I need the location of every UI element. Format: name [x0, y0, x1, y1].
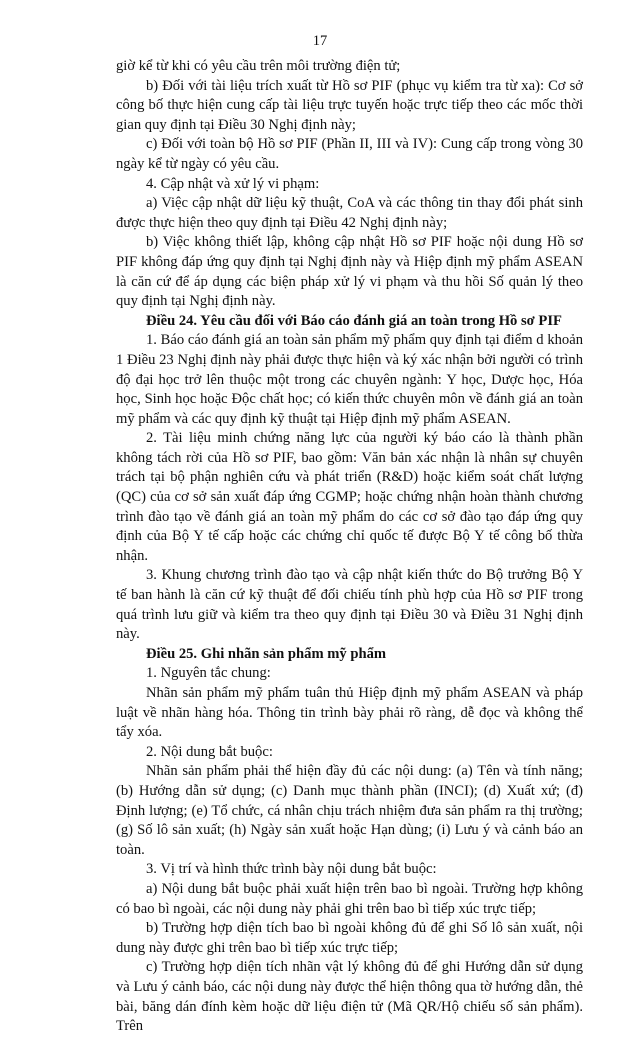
paragraph-continuation: giờ kể từ khi có yêu cầu trên môi trường điện tử; [116, 58, 401, 74]
paragraph: 2. Tài liệu minh chứng năng lực của người ký báo cáo là thành phần không tách rời của Hồ sơ PIF, bao gồm: Văn bản xác nhận là nhân sự chuyên trách tại bộ phận nghiên cứu và phát triển (R&D) hoặc kiểm soát chất lượng (QC) của cơ sở sản xuất đáp ứng CGMP; hoặc chứng nhận hoàn thành chương trình đào tạo về đánh giá an toàn mỹ phẩm do các cơ sở đào tạo đáp ứng quy định của Bộ Y tế cấp hoặc các chứng chỉ quốc tế được Bộ Y tế công bố thừa nhận. [116, 430, 583, 564]
paragraph: b) Đối với tài liệu trích xuất từ Hồ sơ PIF (phục vụ kiểm tra từ xa): Cơ sở công bố thực hiện cung cấp tài liệu trực tuyến hoặc trực tiếp theo các mốc thời gian quy định tại Điều 30 Nghị định này; [116, 77, 583, 133]
paragraph: a) Nội dung bắt buộc phải xuất hiện trên bao bì ngoài. Trường hợp không có bao bì ngoài, các nội dung này phải ghi trên bao bì tiếp xúc trực tiếp; [116, 880, 583, 917]
paragraph: 1. Báo cáo đánh giá an toàn sản phẩm mỹ phẩm quy định tại điểm d khoản 1 Điều 23 Nghị định này phải được thực hiện và ký xác nhận bởi người có trình độ đại học trở lên thuộc một trong các chuyên ngành: Y học, Dược học, Hóa học, Sinh học hoặc Độc chất học; có kiến thức chuyên môn về đánh giá an toàn mỹ phẩm và các quy định kỹ thuật tại Hiệp định mỹ phẩm ASEAN. [116, 332, 583, 427]
paragraph: a) Việc cập nhật dữ liệu kỹ thuật, CoA và các thông tin thay đổi phát sinh được thực hiện theo quy định tại Điều 42 Nghị định này; [116, 195, 583, 231]
paragraph: c) Đối với toàn bộ Hồ sơ PIF (Phần II, III và IV): Cung cấp trong vòng 30 ngày kể từ ngày có yêu cầu. [116, 136, 583, 172]
paragraph: b) Trường hợp diện tích bao bì ngoài không đủ để ghi Số lô sản xuất, nội dung này được ghi trên bao bì tiếp xúc trực tiếp; [116, 920, 583, 956]
paragraph: 3. Vị trí và hình thức trình bày nội dung bắt buộc: [146, 861, 437, 878]
paragraph: 2. Nội dung bắt buộc: [146, 743, 273, 760]
article-heading: Điều 25. Ghi nhãn sản phẩm mỹ phẩm [146, 645, 387, 662]
paragraph: Nhãn sản phẩm phải thể hiện đầy đủ các nội dung: (a) Tên và tính năng; (b) Hướng dẫn sử dụng; (c) Danh mục thành phần (INCI); (d) Xuất xứ; (đ) Định lượng; (e) Tổ chức, cá nhân chịu trách nhiệm đưa sản phẩm ra thị trường; (g) Số lô sản xuất; (h) Ngày sản xuất hoặc Hạn dùng; (i) Lưu ý và cảnh báo an toàn. [116, 763, 583, 858]
paragraph: 3. Khung chương trình đào tạo và cập nhật kiến thức do Bộ trưởng Bộ Y tế ban hành là căn cứ kỹ thuật để đối chiếu tính phù hợp của Hồ sơ PIF trong quá trình lưu giữ và kiểm tra theo quy định tại Điều 30 và Điều 31 Nghị định này. [116, 567, 583, 643]
article-heading: Điều 24. Yêu cầu đối với Báo cáo đánh giá an toàn trong Hồ sơ PIF [146, 312, 562, 329]
paragraph: Nhãn sản phẩm mỹ phẩm tuân thủ Hiệp định mỹ phẩm ASEAN và pháp luật về nhãn hàng hóa. Thông tin trình bày phải rõ ràng, dễ đọc và không thể tẩy xóa. [116, 685, 583, 741]
paragraph: 1. Nguyên tắc chung: [146, 665, 271, 682]
page-number: 17 [312, 33, 328, 49]
paragraph: c) Trường hợp diện tích nhãn vật lý không đủ để ghi Hướng dẫn sử dụng và Lưu ý cảnh báo, các nội dung này được thể hiện thông qua tờ hướng dẫn, thẻ bài, băng dán đính kèm hoặc dữ liệu điện tử (Mã QR/Hộ chiếu số sản phẩm). Trên [116, 959, 583, 1035]
paragraph: b) Việc không thiết lập, không cập nhật Hồ sơ PIF hoặc nội dung Hồ sơ PIF không đáp ứng quy định tại Nghị định này và Hiệp định mỹ phẩm ASEAN là căn cứ để áp dụng các biện pháp xử lý vi phạm và thu hồi Số quản lý theo quy định tại Nghị định này. [116, 234, 583, 310]
paragraph: 4. Cập nhật và xử lý vi phạm: [146, 175, 320, 192]
document-body [116, 57, 583, 1037]
